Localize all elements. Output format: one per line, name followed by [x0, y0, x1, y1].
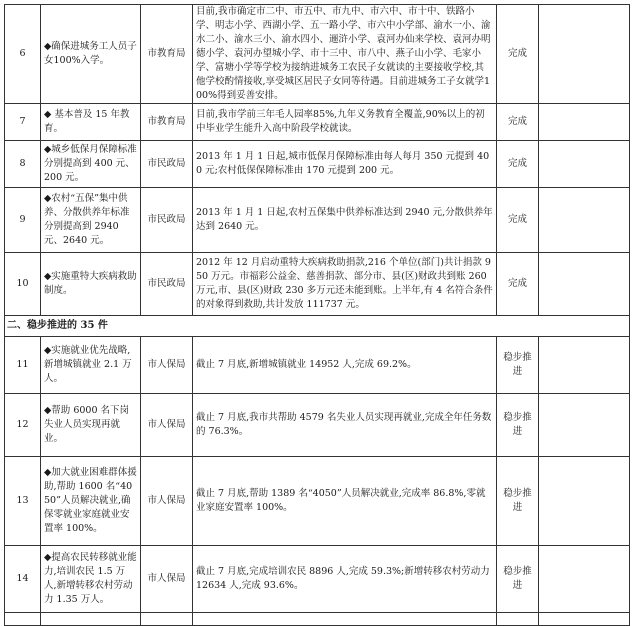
status-cell: 稳步推进: [497, 457, 539, 546]
empty-cell: [539, 188, 630, 253]
responsible-department: 市教育局: [141, 5, 193, 104]
progress-description: 截止 7 月底,完成培训农民 8896 人,完成 59.3%;新增转移农村劳动力 12634 人,完成 93.6%。: [193, 546, 497, 613]
empty-cell: [539, 457, 630, 546]
responsible-department: 市人保局: [141, 337, 193, 394]
row-number: 14: [5, 546, 41, 613]
responsible-department: 市人保局: [141, 394, 193, 457]
table-row: [5, 253, 630, 316]
table-row: [5, 5, 630, 104]
table-row: [5, 546, 630, 613]
empty-cell: [141, 613, 193, 626]
progress-description: 截止 7 月底,新增城镇就业 14952 人,完成 69.2%。: [193, 337, 497, 394]
table-row: [5, 394, 630, 457]
empty-cell: [497, 613, 539, 626]
empty-cell: [539, 546, 630, 613]
task-description: ◆ 基本普及 15 年教育。: [41, 104, 141, 141]
section-title: 二、稳步推进的 35 件: [5, 316, 630, 337]
table-row: [5, 337, 630, 394]
empty-cell: [539, 394, 630, 457]
empty-cell: [41, 613, 141, 626]
empty-cell: [539, 104, 630, 141]
table-row: [5, 141, 630, 188]
task-description: ◆提高农民转移就业能力,培训农民 1.5 万人,新增转移农村劳动力 1.35 万人。: [41, 546, 141, 613]
task-description: ◆农村“五保”集中供养、分散供养年标准分别提高到 2940 元、2640 元。: [41, 188, 141, 253]
responsible-department: 市民政局: [141, 253, 193, 316]
table-row-partial: [5, 613, 630, 626]
row-number: 13: [5, 457, 41, 546]
empty-cell: [539, 5, 630, 104]
responsible-department: 市民政局: [141, 141, 193, 188]
empty-cell: [539, 613, 630, 626]
empty-cell: [539, 253, 630, 316]
section-header-row: [5, 316, 630, 337]
progress-description: 截止 7 月底,帮助 1389 名“4050”人员解决就业,完成率 86.8%,零就业家庭安置率 100%。: [193, 457, 497, 546]
row-number: 10: [5, 253, 41, 316]
status-cell: 完成: [497, 253, 539, 316]
progress-description: 目前,我市确定市二中、市五中、市九中、市六中、市十中、铁路小学、明志小学、西湖小学、五一路小学、市六中小学部、渝水一小、渝水二小、渝水三小、渝水四小、逦浒小学、袁河办仙来学校、袁河办明德小学、袁河办望城小学、市十三中、市八中、燕子山小学、毛家小学、富塘小学等学校为接纳进城务工农民子女就读的主要接收学校,其他学校酌情接收,享受城区居民子女同等待遇。目前进城务工子女就学100%得到妥善安排。: [193, 5, 497, 104]
responsible-department: 市人保局: [141, 457, 193, 546]
row-number: 9: [5, 188, 41, 253]
task-description: ◆实施就业优先战略,新增城镇就业 2.1 万人。: [41, 337, 141, 394]
document-page: [4, 4, 629, 626]
progress-table: [4, 4, 630, 626]
status-cell: 完成: [497, 5, 539, 104]
empty-cell: [193, 613, 497, 626]
table-row: [5, 457, 630, 546]
progress-description: 2013 年 1 月 1 日起,城市低保月保障标准由每人每月 350 元提到 400 元;农村低保保障标准由 170 元提到 200 元。: [193, 141, 497, 188]
table-row: [5, 188, 630, 253]
empty-cell: [539, 141, 630, 188]
row-number: 8: [5, 141, 41, 188]
row-number: 7: [5, 104, 41, 141]
row-number: 6: [5, 5, 41, 104]
row-number: 11: [5, 337, 41, 394]
progress-description: 截止 7 月底,我市共帮助 4579 名失业人员实现再就业,完成全年任务数的 76.3%。: [193, 394, 497, 457]
task-description: ◆帮助 6000 名下岗失业人员实现再就业。: [41, 394, 141, 457]
progress-description: 目前,我市学前三年毛人园率85%,九年义务教育全覆盖,90%以上的初中毕业学生能升入高中阶段学校就读。: [193, 104, 497, 141]
progress-description: 2012 年 12 月启动重特大疾病救助捐款,216 个单位(部门)共计捐款 950 万元。市福彩公益金、慈善捐款、部分市、县(区)财政共到账 260 万元,市、县(区)财政 230 多万元还未能到账。上半年,有 4 名符合条件的对象得到救助,共计发放 111737 元。: [193, 253, 497, 316]
table-row: [5, 104, 630, 141]
status-cell: 完成: [497, 141, 539, 188]
task-description: ◆实施重特大疾病救助制度。: [41, 253, 141, 316]
progress-description: 2013 年 1 月 1 日起,农村五保集中供养标准达到 2940 元,分散供养年达到 2640 元。: [193, 188, 497, 253]
row-number: 12: [5, 394, 41, 457]
status-cell: 稳步推进: [497, 394, 539, 457]
status-cell: 完成: [497, 104, 539, 141]
empty-cell: [539, 337, 630, 394]
status-cell: 稳步推进: [497, 337, 539, 394]
task-description: ◆确保进城务工人员子女100%入学。: [41, 5, 141, 104]
status-cell: 稳步推进: [497, 546, 539, 613]
status-cell: 完成: [497, 188, 539, 253]
responsible-department: 市教育局: [141, 104, 193, 141]
task-description: ◆加大就业困难群体援助,帮助 1600 名“4050”人员解决就业,确保零就业家庭就业安置率 100%。: [41, 457, 141, 546]
empty-cell: [5, 613, 41, 626]
task-description: ◆城乡低保月保障标准分别提高到 400 元、200 元。: [41, 141, 141, 188]
responsible-department: 市民政局: [141, 188, 193, 253]
responsible-department: 市人保局: [141, 546, 193, 613]
